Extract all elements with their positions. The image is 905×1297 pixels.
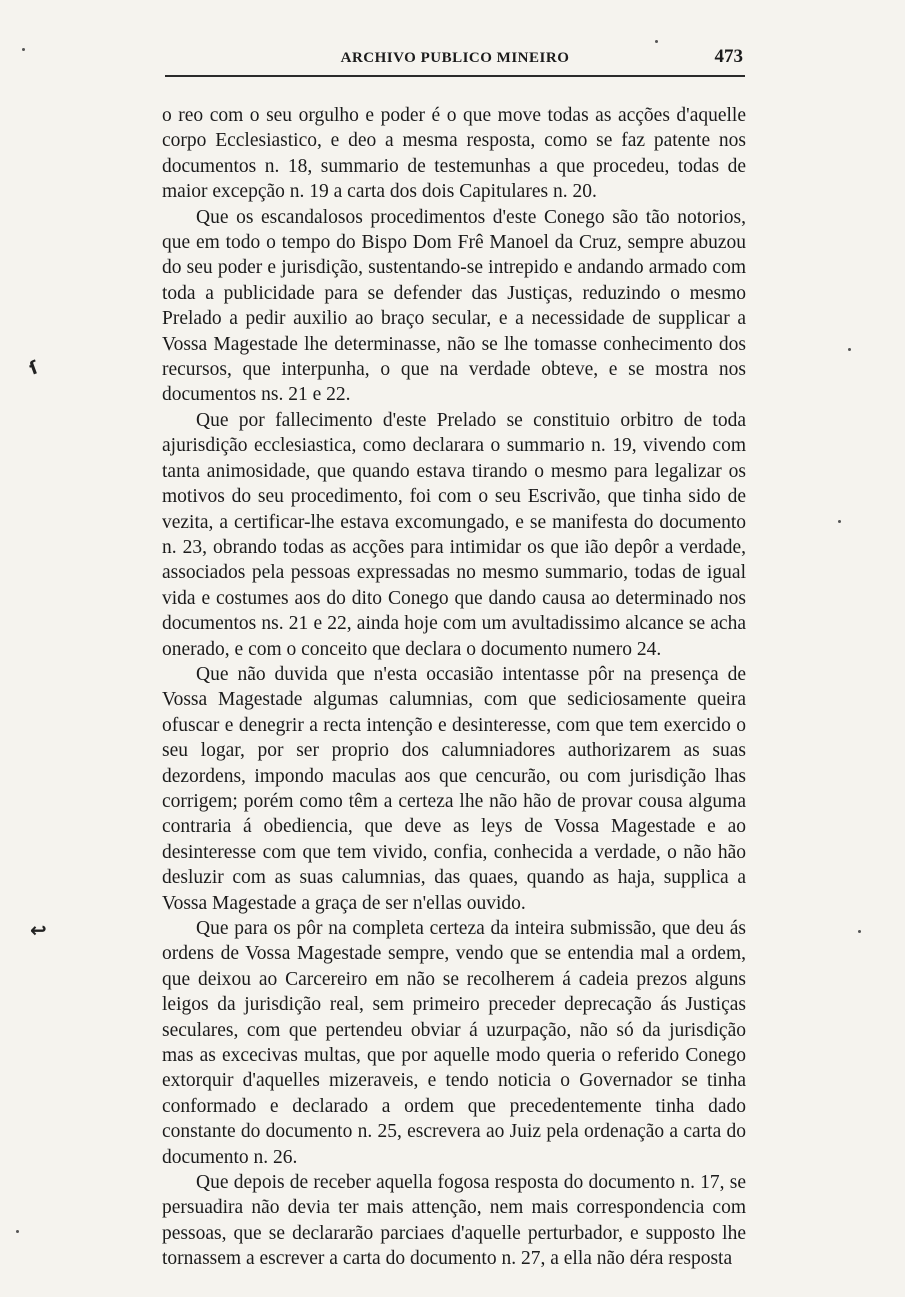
print-speck <box>22 48 25 51</box>
page-number: 473 <box>714 46 743 67</box>
paragraph: Que depois de receber aquella fogosa resposta do documento n. 17, se persuadira não devia ter mais attenção, nem mais correspondencia com pessoas, que se declararão parciaes d'aquelle perturbador, e supposto lhe tornassem a escrever a carta do documento n. 27, a ella não déra resposta <box>162 1172 746 1270</box>
print-speck <box>858 930 861 933</box>
paragraph: Que para os pôr na completa certeza da inteira submissão, que deu ás ordens de Vossa Magestade sempre, vendo que se entendia mal a ordem, que deixou ao Carcereiro em não se recolherem á cadeia prezos alguns leigos da jurisdição real, sem primeiro preceder deprecação ás Justiças seculares, com que pertendeu obviar á uzurpação, não só da jurisdição mas as excecivas multas, que por aquelle modo queria o referido Conego extorquir d'aquelles mizeraveis, e tendo noticia o Governador se tinha conformado e declarado a ordem que precedentemente tinha dado constante do documento n. 25, escrevera ao Juiz pela ordenação a carta do documento n. 26. <box>162 918 746 1168</box>
paragraph: o reo com o seu orgulho e poder é o que move todas as acções d'aquelle corpo Ecclesiastico, e deo a mesma resposta, como se faz patente nos documentos n. 18, summario de testemunhas a que procedeu, todas de maior excepção n. 19 a carta dos dois Capitulares n. 20. <box>162 105 746 203</box>
print-speck <box>655 40 658 43</box>
print-speck <box>16 1230 19 1233</box>
print-speck <box>838 520 841 523</box>
body-text <box>162 103 746 1272</box>
running-title: ARCHIVO PUBLICO MINEIRO <box>340 50 570 66</box>
paragraph: Que não duvida que n'esta occasião intentasse pôr na presença de Vossa Magestade algumas calumnias, com que sediciosamente queira ofuscar e denegrir a recta intenção e desinteresse, com que tem exercido o seu logar, por ser proprio dos calumniadores authorizarem as suas dezordens, impondo maculas aos que cencurão, ou com jurisdição lhas corrigem; porém como têm a certeza lhe não hão de provar cousa alguma contraria á obediencia, que deve as leys de Vossa Magestade e ao desinteresse com que tem vivido, confia, conhecida a verdade, o não hão desluzir com as suas calumnias, das quaes, quando as haja, supplica a Vossa Magestade a graça de ser n'ellas ouvido. <box>162 663 746 914</box>
running-head <box>165 46 745 74</box>
margin-mark: ſ <box>26 357 42 380</box>
margin-mark: ↩ <box>30 918 47 942</box>
paragraph: Que os escandalosos procedimentos d'este Conego são tão notorios, que em todo o tempo do Bispo Dom Frê Manoel da Cruz, sempre abuzou do seu poder e jurisdição, sustentando-se intrepido e andando armado com toda a publicidade para se defender das Justiças, reduzindo o mesmo Prelado a pedir auxilio ao braço secular, e a necessidade de supplicar a Vossa Magestade lhe determinasse, não se lhe tomasse conhecimento dos recursos, que interpunha, o que na verdade obteve, e se mostra nos documentos ns. 21 e 22. <box>162 206 746 406</box>
header-rule <box>165 75 745 77</box>
paragraph: Que por fallecimento d'este Prelado se constituio orbitro de toda ajurisdição ecclesiastica, como declarara o summario n. 19, vivendo com tanta animosidade, que quando estava tirando o mesmo para legalizar os motivos do seu procedimento, foi com o seu Escrivão, que tinha sido de vezita, a certificar-lhe estava excomungado, e se manifesta do documento n. 23, obrando todas as acções para intimidar os que ião depôr a verdade, associados pela pessoas expressadas no mesmo summario, todas de igual vida e costumes aos do dito Conego que dando causa ao determinado nos documentos ns. 21 e 22, ainda hoje com um avultadissimo alcance se acha onerado, e com o conceito que declara o documento numero 24. <box>162 409 746 660</box>
print-speck <box>848 348 851 351</box>
